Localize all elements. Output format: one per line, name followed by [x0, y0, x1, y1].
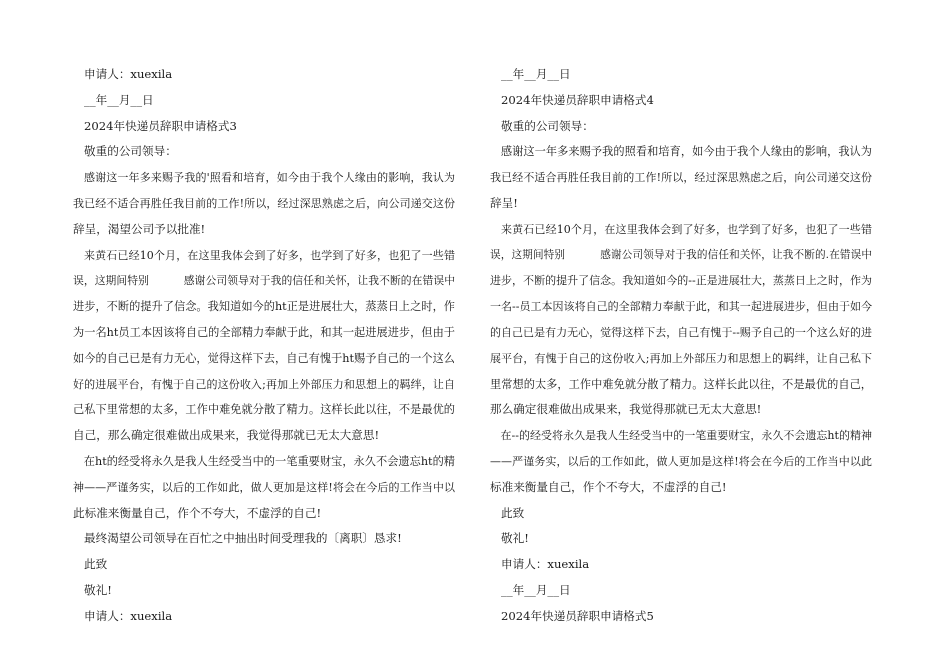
text-line: 申请人：xuexila	[73, 67, 173, 81]
text-line: 感谢这一年多来赐予我的'照看和培育，如今由于我个人缘由的影响，我认为	[73, 171, 455, 185]
text-line: 在--的经受将永久是我人生经受当中的一笔重要财宝，永久不会遗忘ht的精神	[490, 429, 872, 443]
text-line: 我已经不适合再胜任我目前的工作!所以，经过深思熟虑之后，向公司递交这份	[490, 171, 872, 185]
text-line: 进步，不断的提升了信念。我知道如今的--正是进展壮大，蒸蒸日上之时，作为	[490, 274, 872, 288]
text-line: 辞呈!	[490, 195, 518, 210]
text-line: 辞呈，渴望公司予以批准!	[73, 221, 206, 236]
text-line: 此标准来衡量自己，作个不夸大，不虚浮的自己!	[73, 505, 322, 520]
text-line: 误，这期间特别 感谢公司领导对于我的信任和关怀，让我不断的.在错误中	[490, 248, 872, 261]
text-line: 好的进展平台，有愧于自己的这份收入;再加上外部压力和思想上的羁绊，让自	[73, 377, 455, 391]
text-line: 误，这期间特别 感谢公司领导对于我的信任和关怀，让我不断的在错误中	[73, 274, 455, 288]
text-line: 为一名ht员工本因该将自己的全部精力奉献于此，和其一起进展进步，但由于	[73, 325, 455, 339]
text-line: 此致	[490, 505, 525, 520]
text-line: ——严谨务实，以后的工作如此，做人更加是这样!将会在今后的工作当中以此	[490, 454, 872, 468]
text-line: 进步，不断的提升了信念。我知道如今的ht正是进展壮大，蒸蒸日上之时，作	[73, 300, 455, 314]
text-line: 那么确定很难做出成果来，我觉得那就已无太大意思!	[490, 402, 762, 417]
text-line: 来黄石已经10个月，在这里我体会到了好多，也学到了好多，也犯了一些错	[73, 248, 455, 262]
text-line: 标准来衡量自己，作个不夸大，不虚浮的自己!	[490, 479, 727, 494]
text-line: __年__月__日	[490, 67, 571, 81]
text-line: 里常想的太多，工作中难免就分散了精力。这样长此以往，不是最优的自己，	[490, 377, 872, 391]
text-line: 2024年快递员辞职申请格式3	[73, 118, 237, 133]
text-line: 申请人：xuexila	[73, 608, 173, 623]
text-line: 敬礼!	[73, 582, 112, 597]
text-line: 最终渴望公司领导在百忙之中抽出时间受理我的〔离职〕恳求!	[73, 531, 402, 546]
text-line: __年__月__日	[490, 582, 571, 597]
text-line: 我已经不适合再胜任我目前的工作!所以，经过深思熟虑之后，向公司递交这份	[73, 196, 455, 210]
left-column	[73, 62, 455, 630]
text-line: 神——严谨务实，以后的工作如此，做人更加是这样!将会在今后的工作当中以	[73, 480, 455, 494]
text-line: 如今的自己已是有力无心，觉得这样下去，自己有愧于ht赐予自己的一个这么	[73, 351, 455, 365]
text-line: 在ht的经受将永久是我人生经受当中的一笔重要财宝，永久不会遗忘ht的精	[73, 454, 455, 468]
text-line: 2024年快递员辞职申请格式4	[490, 92, 654, 107]
text-line: 敬重的公司领导：	[73, 144, 177, 159]
text-line: __年__月__日	[73, 92, 154, 107]
text-line: 来黄石已经10个月，在这里我体会到了好多，也学到了好多，也犯了一些错	[490, 222, 872, 236]
text-line: 敬重的公司领导：	[490, 118, 594, 133]
text-line: 展平台，有愧于自己的这份收入;再加上外部压力和思想上的羁绊，让自己私下	[490, 351, 872, 365]
text-line: 申请人：xuexila	[490, 557, 590, 572]
right-column	[490, 62, 872, 630]
text-line: 一名--员工本因该将自己的全部精力奉献于此，和其一起进展进步，但由于如今	[490, 300, 872, 314]
text-line: 自己，那么确定很难做出成果来，我觉得那就已无太大意思!	[73, 428, 380, 443]
text-line: 敬礼!	[490, 531, 529, 546]
text-line: 此致	[73, 557, 108, 572]
text-line: 感谢这一年多来赐予我的照看和培育，如今由于我个人缘由的影响，我认为	[490, 145, 872, 159]
text-line: 的自己已是有力无心，觉得这样下去，自己有愧于--赐予自己的一个这么好的进	[490, 325, 872, 339]
text-line: 2024年快递员辞职申请格式5	[490, 608, 654, 623]
text-line: 己私下里常想的太多，工作中难免就分散了精力。这样长此以往，不是最优的	[73, 403, 455, 417]
